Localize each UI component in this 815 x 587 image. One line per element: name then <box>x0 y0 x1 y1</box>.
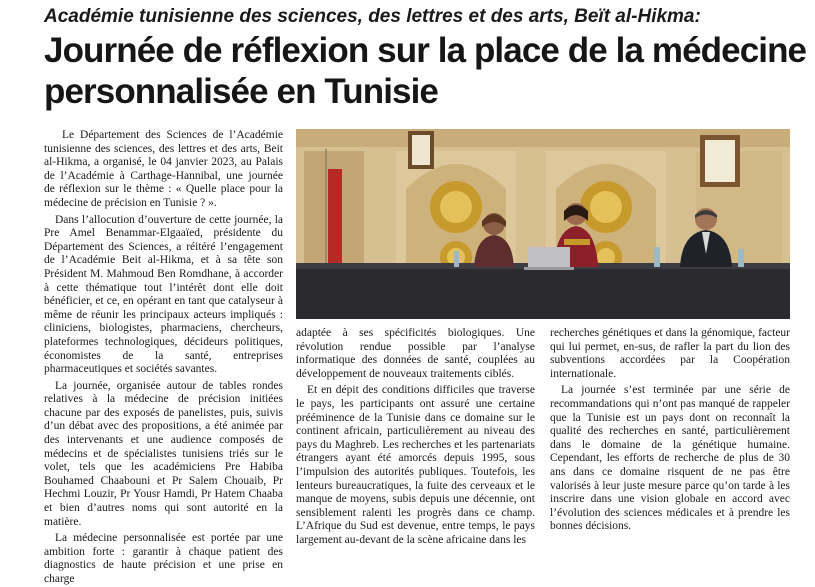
headline-line-1: Journée de réflexion sur la place de la médecine <box>44 31 807 70</box>
paragraph: Dans l’allocution d’ouverture de cette journée, la Pre Amel Benammar-Elgaaïed, présidente du Département des Sciences, a réitéré l’engagement de l’Académie Beit al-Hikma, et à sa tête son Président M. Mahmoud Ben Romdhane, à accorder à cette thématique tout l’intérêt dont elle doit bénéficier, et ce, en opérant en tant que catalyseur à même de réunir les principaux acteurs impliqués : cliniciens, biologistes, pharmaciens, chercheurs, plateformes technologiques, décideurs politiques, économistes de la santé, entreprises pharmaceutiques et sociétés savantes. <box>44 213 283 376</box>
article-headline <box>44 30 814 112</box>
paragraph: adaptée à ses spécificités biologiques. Une révolution rendue possible par l’analyse informatique des données de santé, couplées au développement de nouveaux traitements ciblés. <box>296 327 535 380</box>
headline-line-2: personnalisée en Tunisie <box>44 72 438 111</box>
text-column-2 <box>296 327 535 546</box>
conference-photo <box>296 129 790 319</box>
paragraph: recherches génétiques et dans la génomique, facteur qui lui permet, en-sus, de rafler la part du lion des subventions accordées par la Coopération internationale. <box>550 327 790 380</box>
paragraph: La médecine personnalisée est portée par une ambition forte : garantir à chaque patient des diagnostics de haute précision et une prise en charge <box>44 532 283 585</box>
text-column-3 <box>550 327 790 543</box>
text-column-1 <box>44 129 283 585</box>
paragraph: La journée, organisée autour de tables rondes relatives à la médecine de précision initiées chacune par des exposés de panelistes, puis, suivis d’un débat avec des propositions, a été animée par des intervenants et une audience composés de médecins et de spécialistes tunisiens triés sur le volet, tels que les académiciens Pre Habiba Bouhamed Chaabouni et Pr Salem Chouaib, Pr Hechmi Louzir, Pr Yousr Hamdi, Pr Hatem Chaaba et bien d’autres noms qui sont autorité en la matière. <box>44 379 283 528</box>
paragraph: La journée s’est terminée par une série de recommandations qui n’ont pas manqué de rappeler que la Tunisie est un pays dont on reconnaît la qualité des recherches en santé, particulièrement dans le domaine de la génétique humaine. Cependant, les efforts de recherche de plus de 30 ans dans ce domaine risquent de ne pas être valorisés à leur juste mesure parce qu’on tarde à les inscrire dans une vision globale en accord avec l’évolution des sciences médicales et à prendre les bonnes décisions. <box>550 384 790 533</box>
conference-photo-illustration <box>296 129 790 319</box>
paragraph: Et en dépit des conditions difficiles que traverse le pays, les participants ont assuré une certaine prééminence de la Tunisie dans ce domaine sur le continent africain, particulièrement au niveau des pays du Maghreb. Les recherches et les partenariats étrangers ayant été amorcés depuis 1995, sous l’impulsion des autorités publiques. Toutefois, les lenteurs bureaucratiques, la fuite des cerveaux et le manque de moyens, subis depuis une décennie, ont sensiblement ralenti les progrès dans ce champ. L’Afrique du Sud est devenue, entre temps, le pays largement au-devant de la scène africaine dans les <box>296 384 535 546</box>
paragraph: Le Département des Sciences de l’Académie tunisienne des sciences, des lettres et des arts, Beit al-Hikma, a organisé, le 04 janvier 2023, au Palais de l’Académie à Carthage-Hannibal, une journée de réflexion sur le thème : « Quelle place pour la médecine de précision en Tunisie ? ». <box>44 129 283 209</box>
article-kicker: Académie tunisienne des sciences, des lettres et des arts, Beït al-Hikma: <box>44 6 701 27</box>
